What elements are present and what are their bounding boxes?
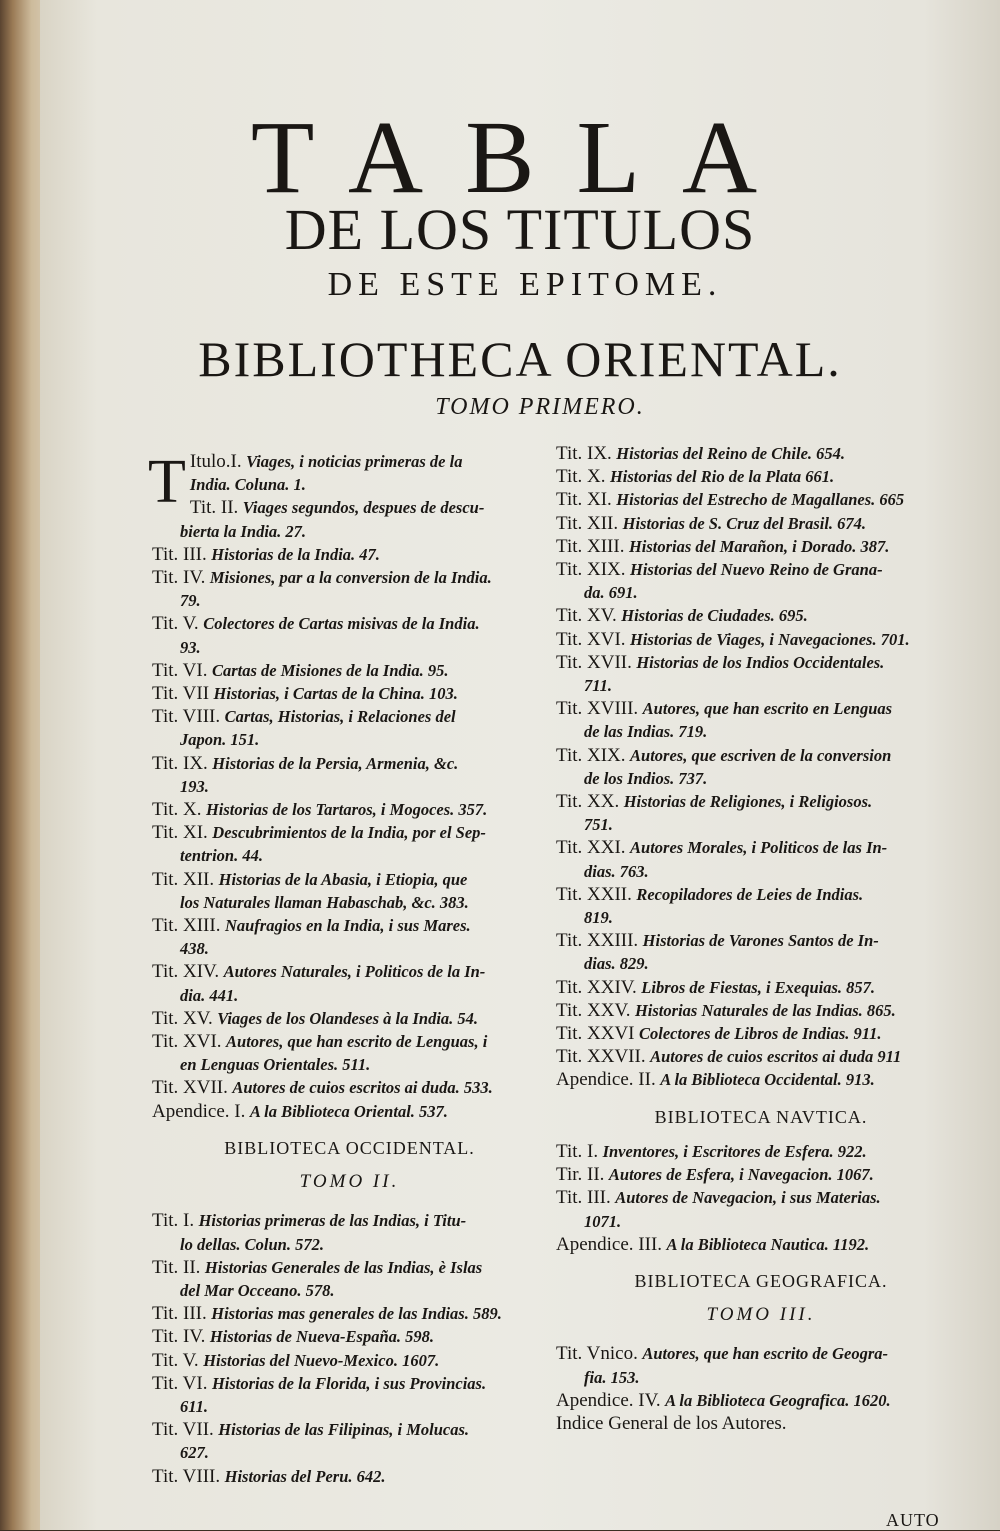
entry-head: Apendice. II. bbox=[556, 1069, 656, 1091]
entry-text: 438. bbox=[180, 939, 209, 959]
toc-entry bbox=[556, 836, 966, 882]
entry-head: Tit. XXIII. bbox=[556, 930, 639, 952]
entry-head: Tit. XXI. bbox=[556, 837, 626, 859]
toc-line bbox=[556, 581, 966, 604]
entry-text: Historias Generales de las Indias, è Islas bbox=[204, 1257, 483, 1277]
toc-line bbox=[556, 929, 966, 952]
toc-entry bbox=[556, 628, 966, 651]
entry-text: tentrion. 44. bbox=[180, 846, 263, 866]
toc-line bbox=[556, 883, 966, 906]
left-column bbox=[148, 448, 547, 1488]
entry-text: 79. bbox=[180, 591, 201, 611]
entry-head: Tit. XV. bbox=[152, 1007, 213, 1029]
entry-head: Tit. XVII. bbox=[556, 651, 632, 673]
toc-entry bbox=[152, 1349, 547, 1372]
entry-text: India. Coluna. 1. bbox=[189, 475, 306, 495]
entry-head: Tit. Vnico. bbox=[556, 1343, 638, 1365]
toc-entry bbox=[556, 442, 966, 465]
entry-head: Tit. XI. bbox=[152, 822, 208, 844]
catchword: AUTO bbox=[886, 1510, 940, 1530]
entry-text: A la Biblioteca Geografica. 1620. bbox=[665, 1390, 891, 1410]
entry-text: 711. bbox=[584, 676, 612, 696]
toc-line bbox=[152, 496, 547, 519]
entry-text: Historias de las Filipinas, i Molucas. bbox=[218, 1420, 470, 1440]
tomo-heading: TOMO II. bbox=[299, 1171, 400, 1193]
toc-entry bbox=[556, 1068, 966, 1091]
toc-line bbox=[556, 767, 966, 790]
entry-text: Historias de la Persia, Armenia, &c. bbox=[212, 753, 459, 773]
toc-line bbox=[556, 697, 966, 720]
entry-text: Recopiladores de Leies de Indias. bbox=[636, 884, 864, 904]
toc-entry bbox=[556, 883, 966, 929]
entry-text: Historias del Marañon, i Dorado. 387. bbox=[628, 536, 890, 556]
entry-head: Tit. XII. bbox=[556, 512, 619, 534]
toc-entry bbox=[152, 612, 547, 658]
entry-text: dia. 441. bbox=[180, 985, 239, 1005]
toc-entry bbox=[556, 1163, 966, 1186]
entry-text: dias. 763. bbox=[584, 861, 649, 881]
toc-entry bbox=[556, 1412, 966, 1435]
toc-line bbox=[152, 1030, 547, 1053]
entry-text: Historias de la Florida, i sus Provincias. bbox=[211, 1373, 487, 1393]
heading-tomo-primero: TOMO PRIMERO. bbox=[435, 394, 645, 420]
entry-text: 751. bbox=[584, 815, 613, 835]
entry-text: Autores de Navegacion, i sus Materias. bbox=[615, 1188, 881, 1208]
entry-text: en Lenguas Orientales. 511. bbox=[180, 1055, 371, 1075]
entry-head: Tit. XXIV. bbox=[556, 976, 637, 998]
toc-line bbox=[152, 566, 547, 589]
toc-line bbox=[556, 1022, 966, 1045]
entry-head: Tit. XVI. bbox=[556, 628, 626, 650]
toc-line bbox=[556, 488, 966, 511]
toc-line bbox=[152, 914, 547, 937]
toc-entry bbox=[556, 1045, 966, 1068]
drop-cap: T bbox=[148, 448, 186, 516]
entry-head: Itulo.I. bbox=[189, 451, 242, 472]
entry-text: Autores de Esfera, i Navegacion. 1067. bbox=[608, 1165, 874, 1185]
entry-text: fia. 153. bbox=[584, 1367, 640, 1387]
toc-line bbox=[152, 821, 547, 844]
toc-line bbox=[556, 628, 966, 651]
toc-entry bbox=[152, 1030, 547, 1076]
entry-head: Tit. IV. bbox=[152, 1326, 206, 1348]
entry-text: Historias de los Tartaros, i Mogoces. 357. bbox=[205, 800, 488, 820]
toc-line bbox=[152, 705, 547, 728]
toc-line bbox=[556, 465, 966, 488]
entry-head: Tit. XXII. bbox=[556, 883, 632, 905]
subtitle-de-este-epitome: DE ESTE EPITOME. bbox=[327, 266, 723, 303]
entry-text: Historias de Ciudades. 695. bbox=[621, 606, 808, 626]
entry-text: Autores Naturales, i Politicos de la In- bbox=[223, 962, 486, 982]
toc-line bbox=[152, 1325, 547, 1348]
entry-text: Historias de S. Cruz del Brasil. 674. bbox=[622, 513, 867, 533]
toc-entry bbox=[556, 1233, 966, 1256]
toc-entry bbox=[556, 790, 966, 836]
toc-entry bbox=[556, 744, 966, 790]
toc-line bbox=[556, 1068, 966, 1091]
toc-entry bbox=[556, 1140, 966, 1163]
toc-entry bbox=[152, 496, 547, 542]
entry-text: A la Biblioteca Occidental. 913. bbox=[660, 1070, 875, 1090]
entry-head: Tit. II. bbox=[152, 1256, 201, 1278]
toc-line bbox=[556, 1186, 966, 1209]
toc-entry bbox=[556, 535, 966, 558]
toc-entry bbox=[556, 697, 966, 743]
entry-text: Japon. 151. bbox=[180, 730, 260, 750]
toc-line bbox=[556, 720, 966, 743]
entry-head: Indice General de los Autores. bbox=[556, 1412, 787, 1434]
toc-line bbox=[152, 1100, 547, 1123]
toc-entry bbox=[152, 1372, 547, 1418]
toc-line bbox=[152, 984, 547, 1007]
entry-text: Historias de Viages, i Navegaciones. 701. bbox=[630, 629, 910, 649]
entry-head: Tit. XV. bbox=[556, 605, 617, 627]
toc-line bbox=[152, 798, 547, 821]
entry-text: Historias de Nueva-España. 598. bbox=[209, 1327, 434, 1347]
toc-line bbox=[556, 836, 966, 859]
toc-line bbox=[556, 952, 966, 975]
toc-entry bbox=[556, 488, 966, 511]
entry-head: Tit. XIV. bbox=[152, 961, 220, 983]
toc-line bbox=[556, 790, 966, 813]
toc-line bbox=[152, 659, 547, 682]
entry-text: Misiones, par a la conversion de la India. bbox=[209, 568, 492, 588]
entry-text: 193. bbox=[180, 776, 209, 796]
entry-head: Tit. XI. bbox=[556, 489, 612, 511]
toc-entry bbox=[152, 1100, 547, 1123]
toc-line bbox=[152, 520, 547, 543]
entry-head: Tit. XXVI bbox=[556, 1023, 635, 1045]
entry-text: Autores Morales, i Politicos de las In- bbox=[630, 838, 888, 858]
toc-entry bbox=[152, 566, 547, 612]
entry-head: Tir. II. bbox=[556, 1164, 605, 1186]
entry-head: Tit. XII. bbox=[152, 868, 215, 890]
toc-line bbox=[556, 1389, 966, 1412]
toc-entry bbox=[556, 929, 966, 975]
toc-line bbox=[556, 651, 966, 674]
toc-entry bbox=[152, 1302, 547, 1325]
right-column bbox=[556, 442, 966, 1435]
toc-line bbox=[556, 976, 966, 999]
entry-text: Historias Naturales de las Indias. 865. bbox=[634, 1000, 896, 1020]
entry-text: Descubrimientos de la India, por el Sep- bbox=[212, 823, 486, 843]
toc-line bbox=[152, 1007, 547, 1030]
toc-line bbox=[556, 1412, 966, 1435]
toc-line bbox=[152, 1395, 547, 1418]
toc-line bbox=[152, 1302, 547, 1325]
toc-entry bbox=[556, 512, 966, 535]
toc-line bbox=[556, 999, 966, 1022]
toc-entry bbox=[152, 960, 547, 1006]
entry-head: Tit. IX. bbox=[152, 752, 208, 774]
entry-head: Tit. III. bbox=[152, 543, 207, 565]
entry-text: Historias del Rio de la Plata 661. bbox=[609, 467, 835, 487]
toc-line bbox=[556, 1233, 966, 1256]
entry-text: Autores, que han escrito en Lenguas bbox=[642, 699, 893, 719]
toc-line bbox=[152, 868, 547, 891]
toc-entry bbox=[556, 1022, 966, 1045]
entry-head: Tit. VIII. bbox=[152, 1465, 221, 1487]
entry-head: Tit. VII. bbox=[152, 1419, 214, 1441]
toc-line bbox=[152, 775, 547, 798]
entry-text: Inventores, i Escritores de Esfera. 922. bbox=[602, 1141, 867, 1161]
entry-head: Tit. XIX. bbox=[556, 559, 626, 581]
toc-entry bbox=[556, 1389, 966, 1412]
entry-head: Tit. III. bbox=[152, 1303, 207, 1325]
toc-line bbox=[152, 1279, 547, 1302]
toc-line bbox=[556, 1210, 966, 1233]
entry-text: Viages, i noticias primeras de la bbox=[246, 452, 463, 471]
toc-line bbox=[152, 728, 547, 751]
entry-text: Colectores de Cartas misivas de la India. bbox=[203, 614, 480, 634]
entry-head: Tit. XX. bbox=[556, 791, 620, 813]
entry-head: Tit. XIX. bbox=[556, 744, 626, 766]
entry-text: Autores, que han escrito de Geogra- bbox=[642, 1344, 889, 1364]
entry-text: Historias de la India. 47. bbox=[211, 544, 380, 564]
subtitle-de-los-titulos: DE LOS TITULOS bbox=[284, 197, 756, 262]
toc-entry bbox=[152, 1256, 547, 1302]
tomo-heading: TOMO III. bbox=[706, 1304, 816, 1326]
entry-head: Tit. XVI. bbox=[152, 1031, 222, 1053]
entry-head: Tit. XIII. bbox=[152, 915, 221, 937]
entry-head: Tit. XVII. bbox=[152, 1077, 228, 1099]
toc-entry bbox=[152, 659, 547, 682]
entry-text: Colectores de Libros de Indias. 911. bbox=[639, 1024, 882, 1044]
entry-text: lo dellas. Colun. 572. bbox=[180, 1234, 324, 1254]
toc-entry bbox=[556, 976, 966, 999]
entry-text: Historias del Estrecho de Magallanes. 665 bbox=[616, 490, 905, 510]
entry-text: 93. bbox=[180, 637, 201, 657]
toc-line bbox=[556, 442, 966, 465]
toc-line bbox=[152, 1233, 547, 1256]
toc-line bbox=[152, 1465, 547, 1488]
entry-text: Libros de Fiestas, i Exequias. 857. bbox=[641, 977, 876, 997]
entry-head: Tit. IX. bbox=[556, 443, 612, 464]
toc-entry bbox=[152, 1325, 547, 1348]
toc-entry bbox=[556, 1342, 966, 1388]
entry-head: Tit. VII bbox=[152, 683, 210, 705]
toc-line bbox=[556, 1045, 966, 1068]
toc-line bbox=[152, 1209, 547, 1232]
toc-line bbox=[152, 937, 547, 960]
entry-text: Historias de los Indios Occidentales. bbox=[636, 652, 885, 672]
toc-line bbox=[152, 1256, 547, 1279]
section-heading: BIBLIOTECA GEOGRAFICA. bbox=[634, 1270, 888, 1291]
entry-text: Viages de los Olandeses à la India. 54. bbox=[217, 1008, 479, 1028]
toc-entry bbox=[556, 604, 966, 627]
entry-text: Historias de Varones Santos de In- bbox=[642, 931, 879, 951]
entry-head: Tit. III. bbox=[556, 1187, 611, 1209]
entry-head: Tit. VI. bbox=[152, 659, 208, 681]
toc-line bbox=[152, 1076, 547, 1099]
entry-text: Autores de cuios escritos ai duda 911 bbox=[650, 1047, 902, 1067]
entry-text: de los Indios. 737. bbox=[584, 768, 708, 788]
section-heading: BIBLIOTECA OCCIDENTAL. bbox=[224, 1137, 475, 1158]
toc-entry bbox=[556, 999, 966, 1022]
entry-head: Tit. V. bbox=[152, 613, 199, 635]
entry-text: Cartas, Historias, i Relaciones del bbox=[224, 707, 456, 727]
entry-text: Autores, que han escrito de Lenguas, i bbox=[226, 1032, 488, 1052]
entry-text: 819. bbox=[584, 908, 613, 928]
toc-entry bbox=[152, 914, 547, 960]
entry-head: Apendice. III. bbox=[556, 1233, 663, 1255]
entry-head: Tit. XIII. bbox=[556, 535, 625, 557]
toc-entry bbox=[152, 1007, 547, 1030]
section-heading: BIBLIOTECA NAVTICA. bbox=[654, 1106, 868, 1127]
entry-head: Tit. IV. bbox=[152, 567, 206, 589]
toc-line bbox=[152, 1418, 547, 1441]
toc-line bbox=[152, 960, 547, 983]
toc-line bbox=[556, 604, 966, 627]
toc-entry bbox=[152, 1076, 547, 1099]
toc-line bbox=[152, 612, 547, 635]
heading-bibliotheca-oriental: BIBLIOTHECA ORIENTAL. bbox=[198, 331, 842, 387]
toc-entry bbox=[556, 465, 966, 488]
entry-text: Autores de cuios escritos ai duda. 533. bbox=[232, 1078, 493, 1098]
entry-head: Apendice. IV. bbox=[556, 1389, 661, 1411]
entry-text: 627. bbox=[180, 1443, 209, 1463]
entry-text: los Naturales llaman Habaschab, &c. 383. bbox=[180, 892, 469, 912]
toc-entry bbox=[152, 752, 547, 798]
toc-line bbox=[152, 636, 547, 659]
toc-entry bbox=[152, 1465, 547, 1488]
toc-entry bbox=[152, 1418, 547, 1464]
entry-text: Historias mas generales de las Indias. 589. bbox=[211, 1304, 502, 1324]
toc-line bbox=[152, 1053, 547, 1076]
toc-line bbox=[556, 1366, 966, 1389]
entry-text: Viages segundos, despues de descu- bbox=[242, 498, 485, 518]
entry-text: Historias de la Abasia, i Etiopia, que bbox=[218, 869, 468, 889]
entry-text: A la Biblioteca Oriental. 537. bbox=[249, 1101, 448, 1121]
toc-line bbox=[152, 682, 547, 705]
toc-line bbox=[556, 1342, 966, 1365]
entry-text: da. 691. bbox=[584, 583, 638, 603]
toc-line bbox=[152, 1349, 547, 1372]
toc-line bbox=[152, 752, 547, 775]
entry-head: Tit. I. bbox=[556, 1140, 599, 1162]
toc-line bbox=[152, 543, 547, 566]
entry-text: 1071. bbox=[584, 1211, 622, 1231]
toc-line bbox=[556, 1140, 966, 1163]
toc-line bbox=[556, 535, 966, 558]
toc-line bbox=[152, 844, 547, 867]
toc-line bbox=[556, 906, 966, 929]
toc-line bbox=[556, 744, 966, 767]
toc-line bbox=[152, 891, 547, 914]
toc-line bbox=[556, 558, 966, 581]
toc-line bbox=[152, 1441, 547, 1464]
entry-text: dias. 829. bbox=[584, 954, 649, 974]
entry-text: Historias de Religiones, i Religiosos. bbox=[623, 792, 873, 812]
entry-head: Apendice. I. bbox=[152, 1100, 246, 1122]
toc-line bbox=[152, 473, 547, 496]
title-tabla: TABLA bbox=[250, 100, 800, 215]
entry-text: A la Biblioteca Nautica. 1192. bbox=[666, 1234, 870, 1254]
entry-text: Historias del Reino de Chile. 654. bbox=[616, 444, 846, 463]
toc-entry bbox=[152, 868, 547, 914]
toc-entry bbox=[152, 705, 547, 751]
toc-line bbox=[556, 813, 966, 836]
entry-head: Tit. X. bbox=[152, 799, 202, 821]
toc-entry bbox=[152, 798, 547, 821]
entry-text: de las Indias. 719. bbox=[584, 722, 708, 742]
toc-line bbox=[152, 1372, 547, 1395]
entry-head: Tit. VI. bbox=[152, 1372, 208, 1394]
toc-entry bbox=[152, 682, 547, 705]
toc-entry bbox=[152, 1209, 547, 1255]
entry-text: del Mar Occeano. 578. bbox=[180, 1280, 335, 1300]
entry-text: Autores, que escriven de la conversion bbox=[630, 745, 892, 765]
toc-entry bbox=[152, 543, 547, 566]
entry-text: Historias del Nuevo Reino de Grana- bbox=[630, 560, 883, 580]
toc-entry bbox=[152, 821, 547, 867]
entry-head: Tit. V. bbox=[152, 1349, 199, 1371]
entry-text: Naufragios en la India, i sus Mares. bbox=[224, 916, 471, 936]
toc-entry bbox=[556, 1186, 966, 1232]
entry-text: Historias del Peru. 642. bbox=[224, 1466, 386, 1486]
entry-head: Tit. I. bbox=[152, 1210, 195, 1232]
toc-line bbox=[556, 512, 966, 535]
entry-head: Tit. X. bbox=[556, 466, 606, 488]
entry-head: Tit. II. bbox=[189, 497, 239, 519]
entry-text: Cartas de Misiones de la India. 95. bbox=[211, 660, 449, 680]
toc-line bbox=[152, 450, 547, 473]
entry-text: Historias, i Cartas de la China. 103. bbox=[213, 684, 458, 704]
entry-text: bierta la India. 27. bbox=[180, 521, 307, 541]
toc-entry bbox=[556, 558, 966, 604]
entry-text: Historias del Nuevo-Mexico. 1607. bbox=[203, 1350, 440, 1370]
entry-head: Tit. XXVII. bbox=[556, 1046, 646, 1068]
entry-text: 611. bbox=[180, 1396, 208, 1416]
toc-line bbox=[556, 1163, 966, 1186]
toc-line bbox=[556, 860, 966, 883]
toc-line bbox=[152, 589, 547, 612]
toc-entry bbox=[556, 651, 966, 697]
entry-head: Tit. VIII. bbox=[152, 706, 221, 728]
entry-text: Historias primeras de las Indias, i Titu- bbox=[198, 1211, 467, 1231]
entry-head: Tit. XVIII. bbox=[556, 698, 639, 720]
entry-head: Tit. XXV. bbox=[556, 999, 631, 1021]
toc-line bbox=[556, 674, 966, 697]
